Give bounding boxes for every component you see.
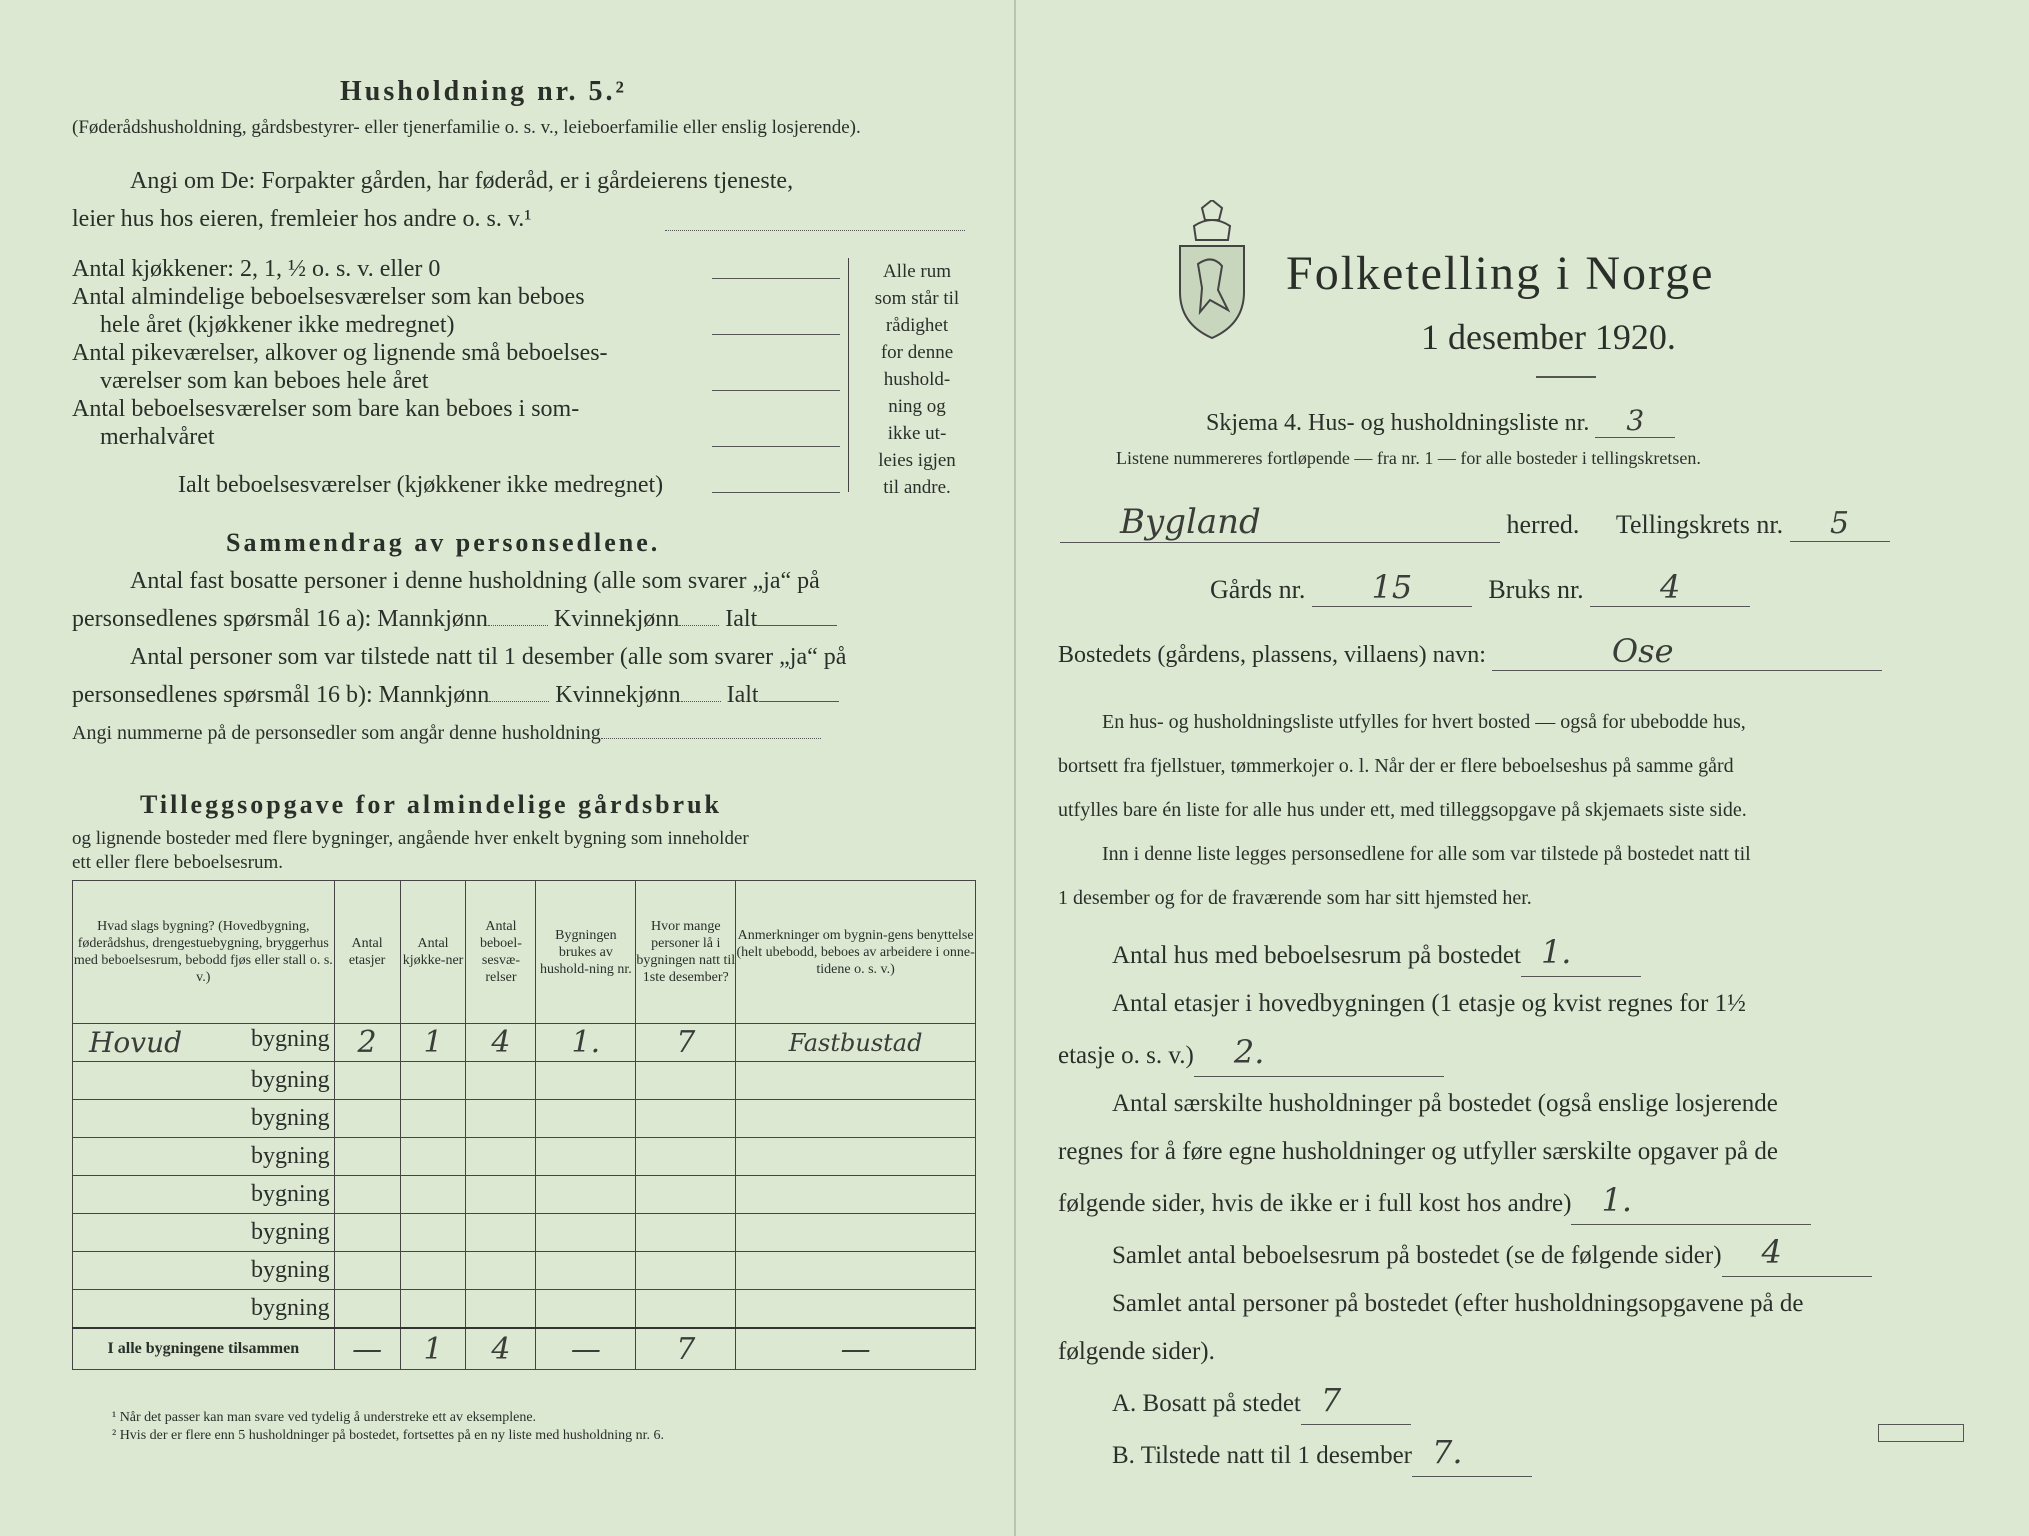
rooms-small-line2: værelser som kan beboes hele året [100,368,429,394]
header-household: Bygningen brukes av hushold-ning nr. [536,881,636,1024]
questions [1058,928,1998,1480]
present-count: B. Tilstede natt til 1 desember 7. [1058,1428,1998,1480]
floors-question-line1: Antal etasjer i hovedbygningen (1 etasje og kvist regnes for 1½ [1112,990,1746,1017]
right-page [1014,0,2029,1536]
header-rooms: Antal beboel-sesvæ-relser [466,881,536,1024]
summary-resident-line1: Antal fast bosatte personer i denne husholdning (alle som svarer „ja“ på [130,568,820,594]
left-page [0,0,1014,1536]
table-row: bygning [73,1062,976,1100]
rooms-ordinary-line2: hele året (kjøkkener ikke medregnet) [100,312,455,338]
summary-present-line2: personsedlenes spørsmål 16 b): Mannkjønn Kvinnekjønn Ialt [72,682,839,709]
table-row: Hovud bygning 2 1 4 1. 7 Fastbustad [73,1024,976,1062]
table-row: bygning [73,1290,976,1329]
schema-line: Skjema 4. Hus- og husholdningsliste nr. 3 [1206,404,1675,438]
coat-of-arms-icon [1172,200,1252,340]
instructions: En hus- og husholdningsliste utfylles for hvert bosted — også for ubebodde hus, bortsett fra fjellstuer, tømmerkojer o. l. Når der er flere beboelseshus på samme gård utfylles bare én liste for alle hus under ett, med tilleggsopgave på skjemaets siste side. Inn i denne liste legges personsedlene for alle som var tilstede på bostedet natt til 1 desember og for de fraværende som har sitt hjemsted her. [1058,711,1751,909]
summary-title: Sammendrag av personsedlene. [226,528,661,557]
table-row: bygning [73,1214,976,1252]
table-row: bygning [73,1100,976,1138]
footnote-1: ¹ Når det passer kan man svare ved tydelig å understreke ett av eksemplene. [112,1410,537,1425]
supplement-title: Tilleggsopgave for almindelige gårdsbruk [140,790,723,819]
household-intro: (Føderådshusholdning, gårdsbestyrer- eller tjenerfamilie o. s. v., leieboerfamilie eller enslig losjerende). [72,117,861,138]
brace [848,258,851,492]
rooms-summer-line1: Antal beboelsesværelser som bare kan beboes i som- [72,396,580,422]
rooms-summer-line2: merhalvåret [100,424,215,450]
header-remarks: Anmerkninger om bygnin-gens benyttelse (helt ubebodd, beboes av arbeidere i onne-tidene o. s. v.) [736,881,976,1024]
households-question-line1: Antal særskilte husholdninger på bostedet (også enslige losjerende [1112,1090,1778,1117]
header-floors: Antal etasjer [334,881,400,1024]
bosted-line: Bostedets (gårdens, plassens, villaens) navn: Ose [1058,632,1882,671]
footnote-2: ² Hvis der er flere enn 5 husholdninger på bostedet, fortsettes på en ny liste med husholdning nr. 6. [112,1428,665,1443]
total-rooms: Ialt beboelsesværelser (kjøkkener ikke medregnet) [178,472,664,498]
persons-question-line1: Samlet antal personer på bostedet (efter husholdningsopgavene på de [1112,1290,1804,1317]
buildings-table [72,880,976,1370]
question-tenure-line2: leier hus hos eieren, fremleier hos andre o. s. v.¹ [72,206,532,232]
numbers-line: Angi nummerne på de personsedler som angår denne husholdning [72,722,821,745]
printer-stamp [1878,1424,1964,1442]
table-total-row: I alle bygningene tilsammen — 1 4 — 7 — [73,1328,976,1370]
question-tenure-line1: Angi om De: Forpakter gården, har føderåd, er i gårdeierens tjeneste, [130,168,794,194]
supplement-text-line1: og lignende bosteder med flere bygninger, angående hver enkelt bygning som inneholder [72,828,749,849]
kitchens-question: Antal kjøkkener: 2, 1, ½ o. s. v. eller 0 [72,256,441,282]
rooms-question: Samlet antal beboelsesrum på bostedet (se de følgende sider) 4 [1058,1228,1998,1280]
header-kitchens: Antal kjøkke-ner [400,881,466,1024]
summary-resident-line2: personsedlenes spørsmål 16 a): Mannkjønn Kvinnekjønn Ialt [72,606,837,633]
main-title: Folketelling i Norge [1286,247,1715,300]
household-title: Husholdning nr. 5.² [340,76,627,107]
header-building-type: Hvad slags bygning? (Hovedbygning, føderådshus, drengestuebygning, bryggerhus med beboelsesrum, bebodd fjøs eller stall o. s. v.) [73,881,335,1024]
floors-question-line2: etasje o. s. v.) 2. [1058,1028,1998,1080]
resident-count: A. Bosatt på stedet 7 [1058,1376,1998,1428]
tenure-answer-line [665,230,965,231]
rooms-small-line1: Antal pikeværelser, alkover og lignende små beboelses- [72,340,608,366]
summary-present-line1: Antal personer som var tilstede natt til 1 desember (alle som svarer „ja“ på [130,644,847,670]
table-row: bygning [73,1176,976,1214]
households-question-line3: følgende sider, hvis de ikke er i full kost hos andre) 1. [1058,1176,1998,1228]
herred-line: Bygland herred. Tellingskrets nr. 5 [1060,502,1890,543]
brace-note: Alle rum som står til rådighet for denne hushold- ning og ikke ut- leies igjen til andre. [874,261,960,498]
houses-question: Antal hus med beboelsesrum på bostedet 1. [1058,928,1998,980]
households-question-line2: regnes for å føre egne husholdninger og utfyller særskilte opgaver på de [1058,1138,1778,1165]
list-numbering-note: Listene nummereres fortløpende — fra nr. 1 — for alle bosteder i tellingskretsen. [1116,448,1701,468]
header-persons: Hvor mange personer lå i bygningen natt til 1ste desember? [636,881,736,1024]
rooms-ordinary-line1: Antal almindelige beboelsesværelser som kan beboes [72,284,585,310]
table-row: bygning [73,1138,976,1176]
persons-question-line2: følgende sider). [1058,1338,1215,1365]
supplement-text-line2: ett eller flere beboelsesrum. [72,852,284,873]
gards-line: Gårds nr. 15 Bruks nr. 4 [1210,568,1750,607]
table-row: bygning [73,1252,976,1290]
census-date: 1 desember 1920. [1421,317,1676,357]
